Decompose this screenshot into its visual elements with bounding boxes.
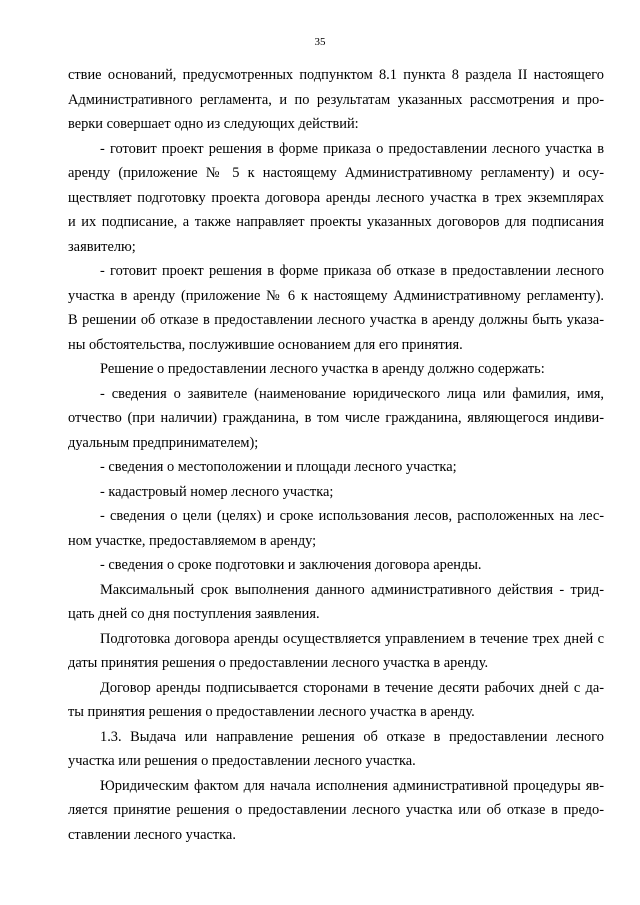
paragraph-first-line: 1.3. Выдача или направление решения об отказе в предоставлении лесного bbox=[100, 728, 604, 745]
document-body bbox=[68, 63, 604, 847]
paragraph-first-line: - готовит проект решения в форме приказа о предоставлении лесного участка в bbox=[100, 140, 604, 157]
text-line: В решении об отказе в предоставлении лесного участка в аренду должны быть указа- bbox=[68, 312, 604, 328]
text-line: участка в аренду (приложение № 6 к настоящему Административному регламенту). bbox=[68, 287, 604, 304]
paragraph-first-line: - готовит проект решения в форме приказа об отказе в предоставлении лесного bbox=[100, 263, 604, 279]
text-line: ном участке, предоставляемом в аренду; bbox=[68, 532, 317, 549]
text-line: аренду (приложение № 5 к настоящему Административному регламенту) и осу- bbox=[68, 165, 604, 181]
text-line: отчество (при наличии) гражданина, в том числе гражданина, являющегося индиви- bbox=[68, 410, 604, 426]
paragraph-first-line: Юридическим фактом для начала исполнения административной процедуры яв- bbox=[100, 777, 604, 794]
paragraph-first-line: - сведения о местоположении и площади лесного участка; bbox=[100, 459, 457, 475]
paragraph-first-line: - сведения о цели (целях) и сроке использования лесов, расположенных на лес- bbox=[100, 508, 604, 524]
paragraph-first-line: Договор аренды подписывается сторонами в течение десяти рабочих дней с да- bbox=[100, 679, 604, 696]
paragraph-first-line: - сведения о заявителе (наименование юридического лица или фамилия, имя, bbox=[100, 385, 604, 402]
text-line: ляется принятие решения о предоставлении лесного участка или об отказе в предо- bbox=[68, 802, 604, 818]
text-line: ны обстоятельства, послужившие основанием для его принятия. bbox=[68, 336, 463, 353]
page-number: 35 bbox=[314, 36, 326, 48]
text-line: дуальным предпринимателем); bbox=[68, 434, 259, 451]
paragraph-first-line: Максимальный срок выполнения данного административного действия - трид- bbox=[100, 581, 604, 598]
text-line: ществляет подготовку проекта договора аренды лесного участка в трех экземплярах bbox=[68, 189, 604, 206]
paragraph-first-line: Решение о предоставлении лесного участка в аренду должно содержать: bbox=[100, 361, 545, 377]
paragraph-first-line: - сведения о сроке подготовки и заключения договора аренды. bbox=[100, 557, 482, 573]
text-line: верки совершает одно из следующих действий: bbox=[68, 116, 359, 132]
paragraph-first-line: - кадастровый номер лесного участка; bbox=[100, 483, 334, 500]
text-line: участка или решения о предоставлении лесного участка. bbox=[68, 753, 416, 769]
text-line: заявителю; bbox=[68, 238, 136, 255]
paragraph-first-line: Подготовка договора аренды осуществляется управлением в течение трех дней с bbox=[100, 630, 604, 647]
text-line: цать дней со дня поступления заявления. bbox=[68, 606, 320, 622]
text-line: и их подписание, а также направляет проекты указанных договоров для подписания bbox=[68, 214, 604, 230]
text-line: ставлении лесного участка. bbox=[68, 826, 236, 843]
text-line: ты принятия решения о предоставлении лесного участка в аренду. bbox=[68, 704, 475, 720]
text-line: ствие оснований, предусмотренных подпунктом 8.1 пункта 8 раздела II настоящего bbox=[68, 67, 604, 83]
text-line: даты принятия решения о предоставлении лесного участка в аренду. bbox=[68, 655, 489, 671]
text-line: Административного регламента, и по результатам указанных рассмотрения и про- bbox=[68, 91, 604, 108]
